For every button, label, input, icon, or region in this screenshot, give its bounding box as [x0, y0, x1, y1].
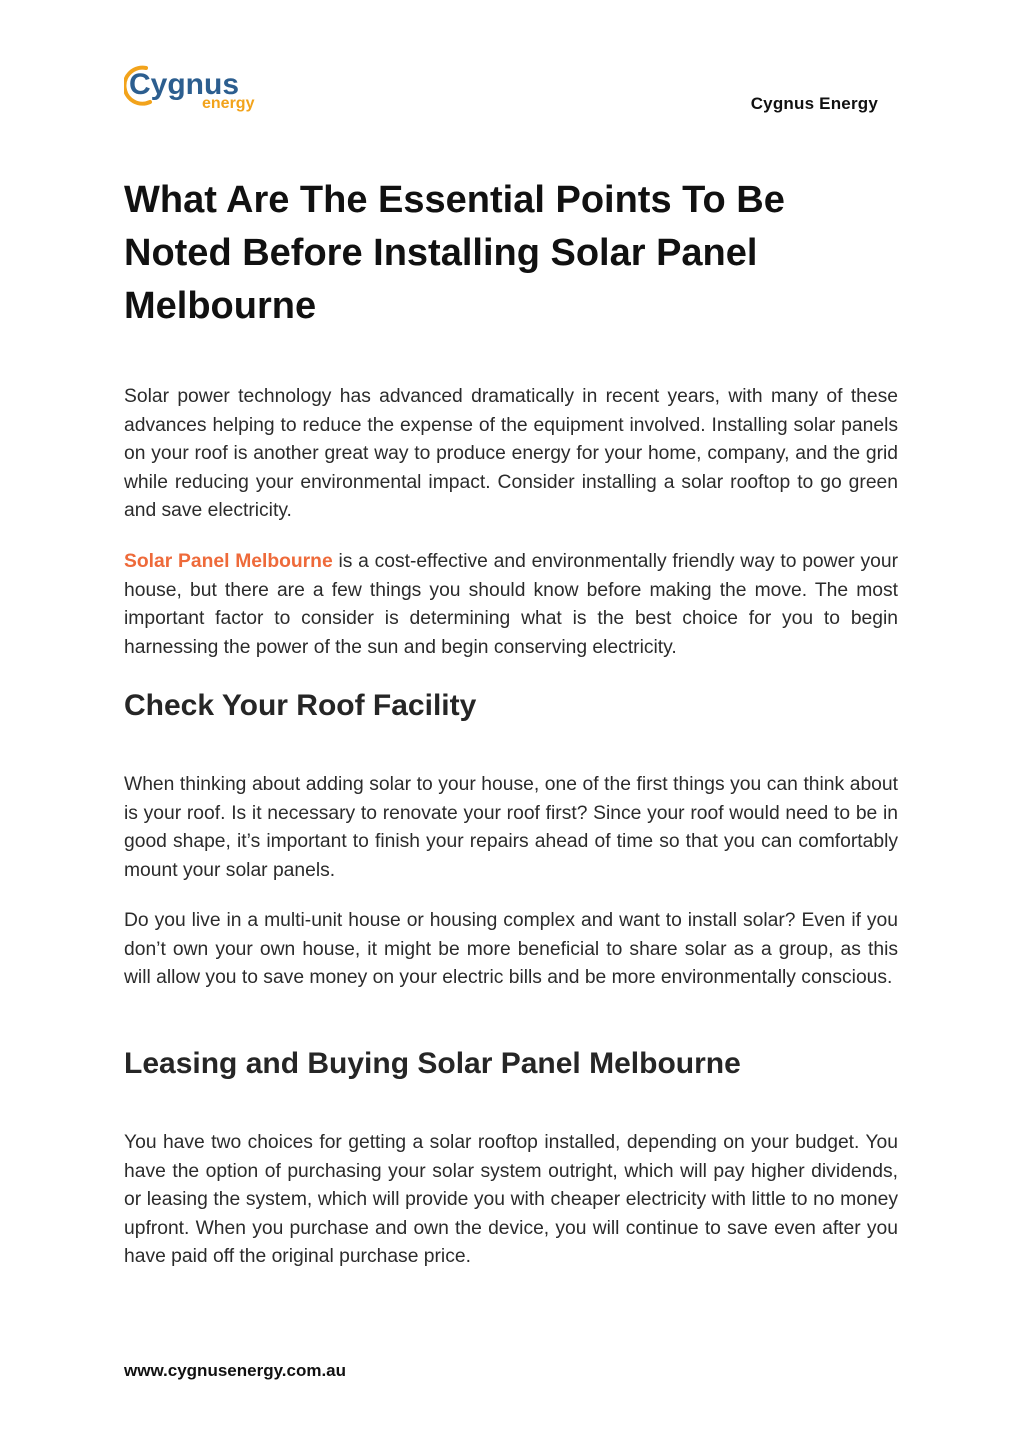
- roof-paragraph-1: When thinking about adding solar to your house, one of the first things you can think about is your roof. Is it necessary to renovate your roof first? Since your roof would need to be in good shape, it’s important to finish your repairs ahead of time so that you can comfortably mount your solar panels.: [124, 774, 898, 881]
- logo-wordmark: Cygnus: [129, 68, 240, 101]
- paragraph-text: is a cost-effective and environmentally friendly way to power your house, but there are a few things you should know before making the move. The most important factor to consider is determining what is the best choice for you to begin harnessing the power of the sun and begin conserving electricity.: [124, 551, 898, 658]
- logo-graphic: [124, 62, 264, 116]
- leasing-paragraph: You have two choices for getting a solar rooftop installed, depending on your budget. You have the option of purchasing your solar system outright, which will pay higher dividends, or leasing the system, which will provide you with cheaper electricity with little to no money upfront. When you purchase and own the device, you will continue to save even after you have paid off the original purchase price.: [124, 1132, 898, 1267]
- intro-paragraph: Solar power technology has advanced dramatically in recent years, with many of these advances helping to reduce the expense of the equipment involved. Installing solar panels on your roof is another great way to produce energy for your home, company, and the grid while reducing your environmental impact. Consider installing a solar rooftop to go green and save electricity.: [124, 386, 898, 521]
- logo-subtext: energy: [202, 95, 255, 112]
- page-title: What Are The Essential Points To Be Noted Before Installing Solar Panel Melbourne: [124, 179, 785, 327]
- section-heading-roof-facility: Check Your Roof Facility: [124, 689, 477, 722]
- header-brand-name: Cygnus Energy: [750, 94, 878, 113]
- footer-website-link[interactable]: www.cygnusenergy.com.au: [124, 1361, 347, 1380]
- paragraph-solar-panel-melbourne: [124, 548, 898, 662]
- section-heading-leasing-buying: Leasing and Buying Solar Panel Melbourne: [124, 1047, 741, 1080]
- cygnus-energy-logo: [124, 62, 264, 116]
- solar-panel-melbourne-link[interactable]: Solar Panel Melbourne: [124, 551, 333, 572]
- roof-paragraph-2: Do you live in a multi-unit house or housing complex and want to install solar? Even if you don’t own your own house, it might be more beneficial to share solar as a group, as this will allow you to save money on your electric bills and be more environmentally conscious.: [124, 910, 898, 988]
